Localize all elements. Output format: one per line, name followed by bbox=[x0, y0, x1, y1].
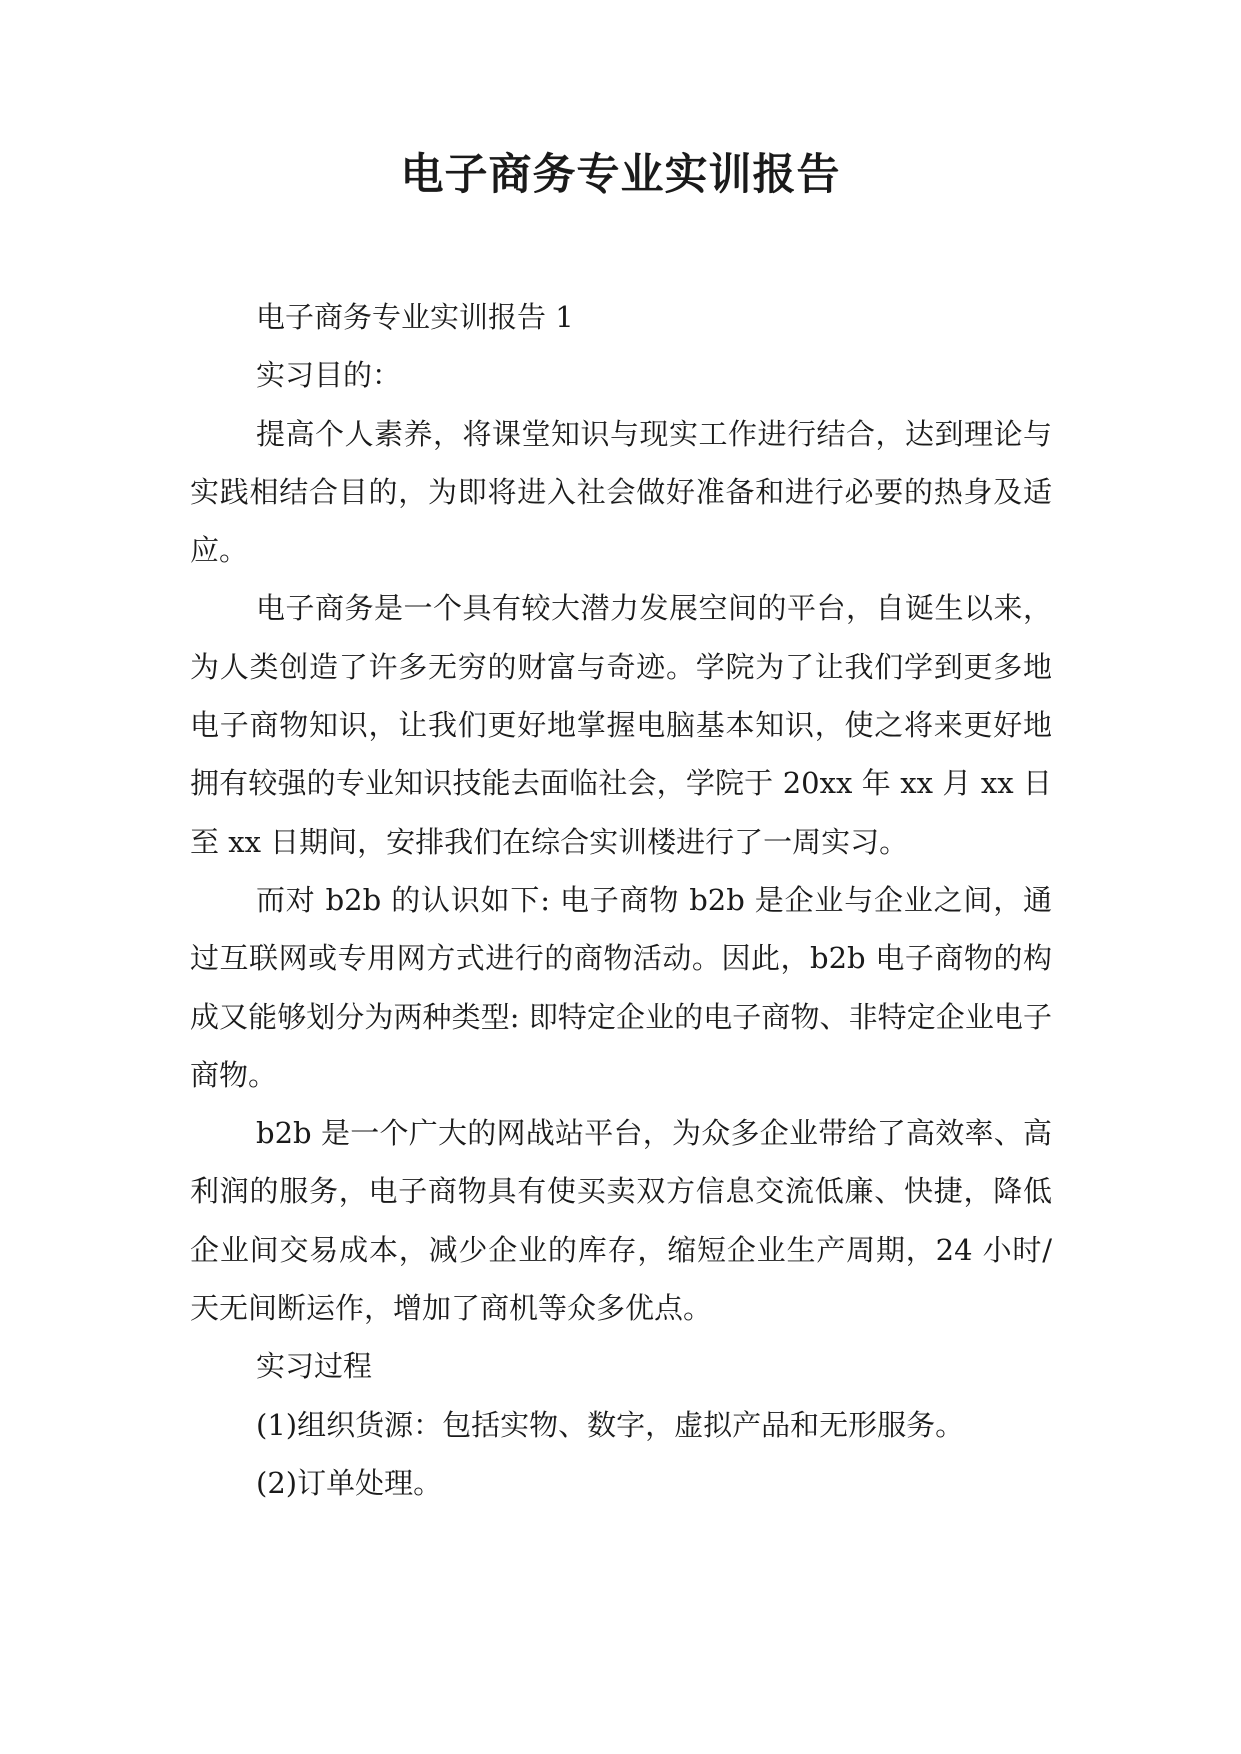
paragraph-b2b-advantages: b2b 是一个广大的网战站平台，为众多企业带给了高效率、高利润的服务，电子商物具有使买卖双方信息交流低廉、快捷，降低企业间交易成本，减少企业的库存，缩短企业生产周期，24 小时/天无间断运作，增加了商机等众多优点。 bbox=[190, 1116, 1052, 1326]
paragraph-internship-purpose-heading: 实习目的： bbox=[256, 358, 402, 393]
paragraph-purpose: 提高个人素养，将课堂知识与现实工作进行结合，达到理论与实践相结合目的，为即将进入社会做好准备和进行必要的热身及适应。 bbox=[190, 416, 1052, 568]
paragraph-internship-process-heading: 实习过程 bbox=[256, 1349, 373, 1384]
document-title: 电子商务专业实训报告 bbox=[400, 150, 841, 200]
paragraph-process-item-2: (2)订单处理。 bbox=[256, 1465, 443, 1500]
paragraph-report-number: 电子商务专业实训报告 1 bbox=[256, 300, 574, 334]
document-body bbox=[190, 288, 1052, 1512]
paragraph-b2b-definition: 而对 b2b 的认识如下: 电子商物 b2b 是企业与企业之间，通过互联网或专用网方式进行的商物活动。因此，b2b 电子商物的构成又能够划分为两种类型: 即特定企业的电子商物、非特定企业电子商物。 bbox=[190, 882, 1052, 1092]
paragraph-process-item-1: (1)组织货源：包括实物、数字，虚拟产品和无形服务。 bbox=[256, 1407, 965, 1442]
paragraph-ecommerce-intro: 电子商务是一个具有较大潜力发展空间的平台，自诞生以来，为人类创造了许多无穷的财富与奇迹。学院为了让我们学到更多地电子商物知识，让我们更好地掌握电脑基本知识，使之将来更好地拥有较强的专业知识技能去面临社会，学院于 20xx 年 xx 月 xx 日至 xx 日期间，安排我们在综合实训楼进行了一周实习。 bbox=[190, 591, 1052, 859]
